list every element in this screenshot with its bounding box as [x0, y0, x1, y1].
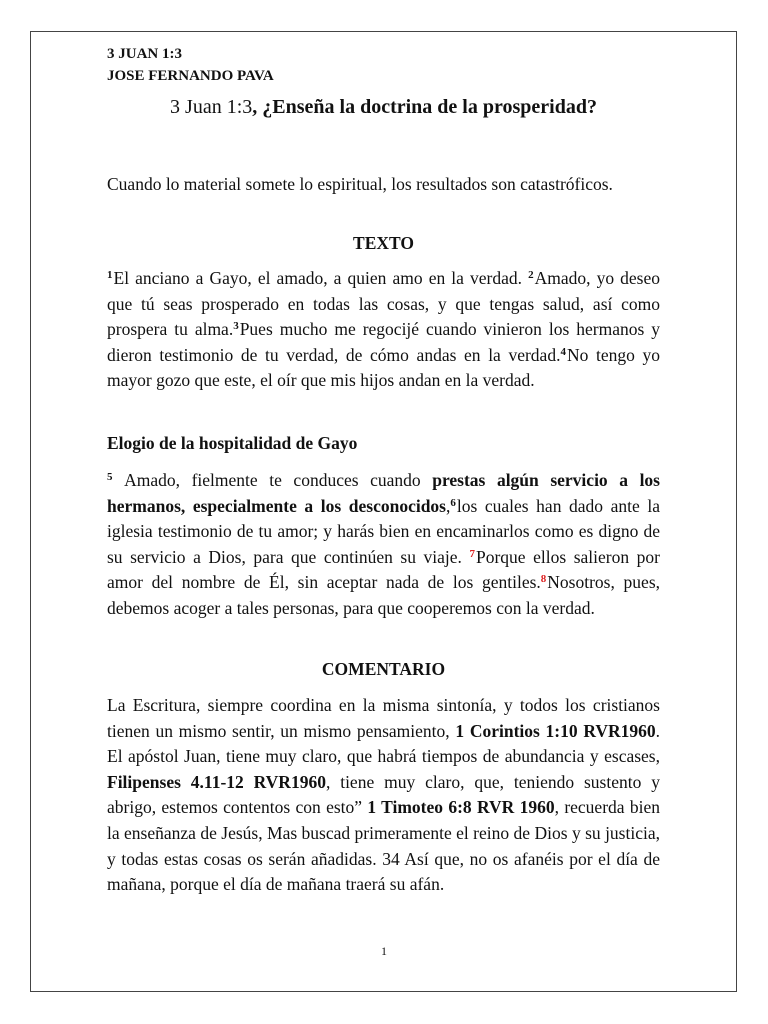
verse-text: El anciano a Gayo, el amado, a quien amo en la verdad. [113, 268, 529, 288]
comment-text: La Escritura, siempre coordina en la misma sintonía, y todos los cristianos tienen un mismo sentir, un mismo pensamiento, [107, 695, 660, 741]
verse-number: 3 [233, 320, 239, 333]
verse-number: 2 [528, 269, 534, 281]
verse-text: Nosotros, pues, debemos acoger a tales personas, para que cooperemos con la verdad. [107, 572, 661, 618]
bible-reference: 1 Corintios 1:10 RVR1960 [455, 720, 656, 741]
verse-number: 5 [107, 471, 113, 483]
verse-number: 4 [560, 345, 566, 358]
bible-reference: Filipenses 4.11-12 RVR1960 [107, 771, 326, 792]
texto-heading: TEXTO [353, 233, 414, 253]
verse-text: Pues mucho me regocijé cuando vinieron los hermanos y dieron testimonio de tu verdad, de cómo andas en la verdad. [107, 319, 660, 365]
comentario-paragraph [107, 693, 660, 898]
comentario-heading: COMENTARIO [321, 659, 446, 679]
verse-number: 8 [540, 573, 547, 586]
texto-paragraph [107, 266, 660, 394]
verse-number: 7 [469, 547, 475, 560]
verse-number: 6 [450, 496, 456, 509]
page-title [107, 96, 660, 119]
verse-text: Amado, fielmente te conduces cuando [113, 470, 433, 490]
comment-text: . El apóstol Juan, tiene muy claro, que habrá tiempos de abundancia y escases, [107, 720, 660, 767]
page-number: 1 [381, 944, 387, 958]
header-reference: 3 JUAN 1:3 [107, 46, 182, 62]
title-question: , ¿Enseña la doctrina de la prosperidad? [252, 96, 597, 118]
verse-number: 1 [107, 269, 113, 281]
intro-paragraph: Cuando lo material somete lo espiritual, los resultados son catastróficos. [107, 174, 613, 194]
elogio-paragraph [107, 468, 660, 622]
verse-text-bold: prestas algún servicio a los hermanos, especialmente a los desconocidos [107, 470, 660, 516]
elogio-heading: Elogio de la hospitalidad de Gayo [107, 433, 358, 453]
title-reference: 3 Juan 1:3 [170, 96, 253, 118]
bible-reference: 1 Timoteo 6:8 RVR 1960 [367, 797, 555, 818]
verse-text: No tengo yo mayor gozo que este, el oír que mis hijos andan en la verdad. [107, 344, 660, 391]
verse-text: , [446, 495, 451, 516]
header-author: JOSE FERNANDO PAVA [107, 68, 274, 84]
verse-text: los cuales han dado ante la iglesia testimonio de tu amor; y harás bien en encaminarlos como es digno de su servicio a Dios, para que continúen su viaje. [107, 495, 660, 567]
comment-text: , tiene muy claro, que, teniendo sustento y abrigo, estemos contentos con esto” [107, 771, 660, 818]
verse-text: Porque ellos salieron por amor del nombre de Él, sin aceptar nada de los gentiles. [107, 546, 660, 593]
verse-text: Amado, yo deseo que tú seas prosperado en todas las cosas, y que tengas salud, así como prospera tu alma. [107, 268, 660, 340]
comment-text: , recuerda bien la enseñanza de Jesús, Mas buscad primeramente el reino de Dios y su justicia, y todas estas cosas os serán añadidas. 34 Así que, no os afanéis por el día de mañana, porque el día de mañana traerá su afán. [107, 797, 660, 895]
